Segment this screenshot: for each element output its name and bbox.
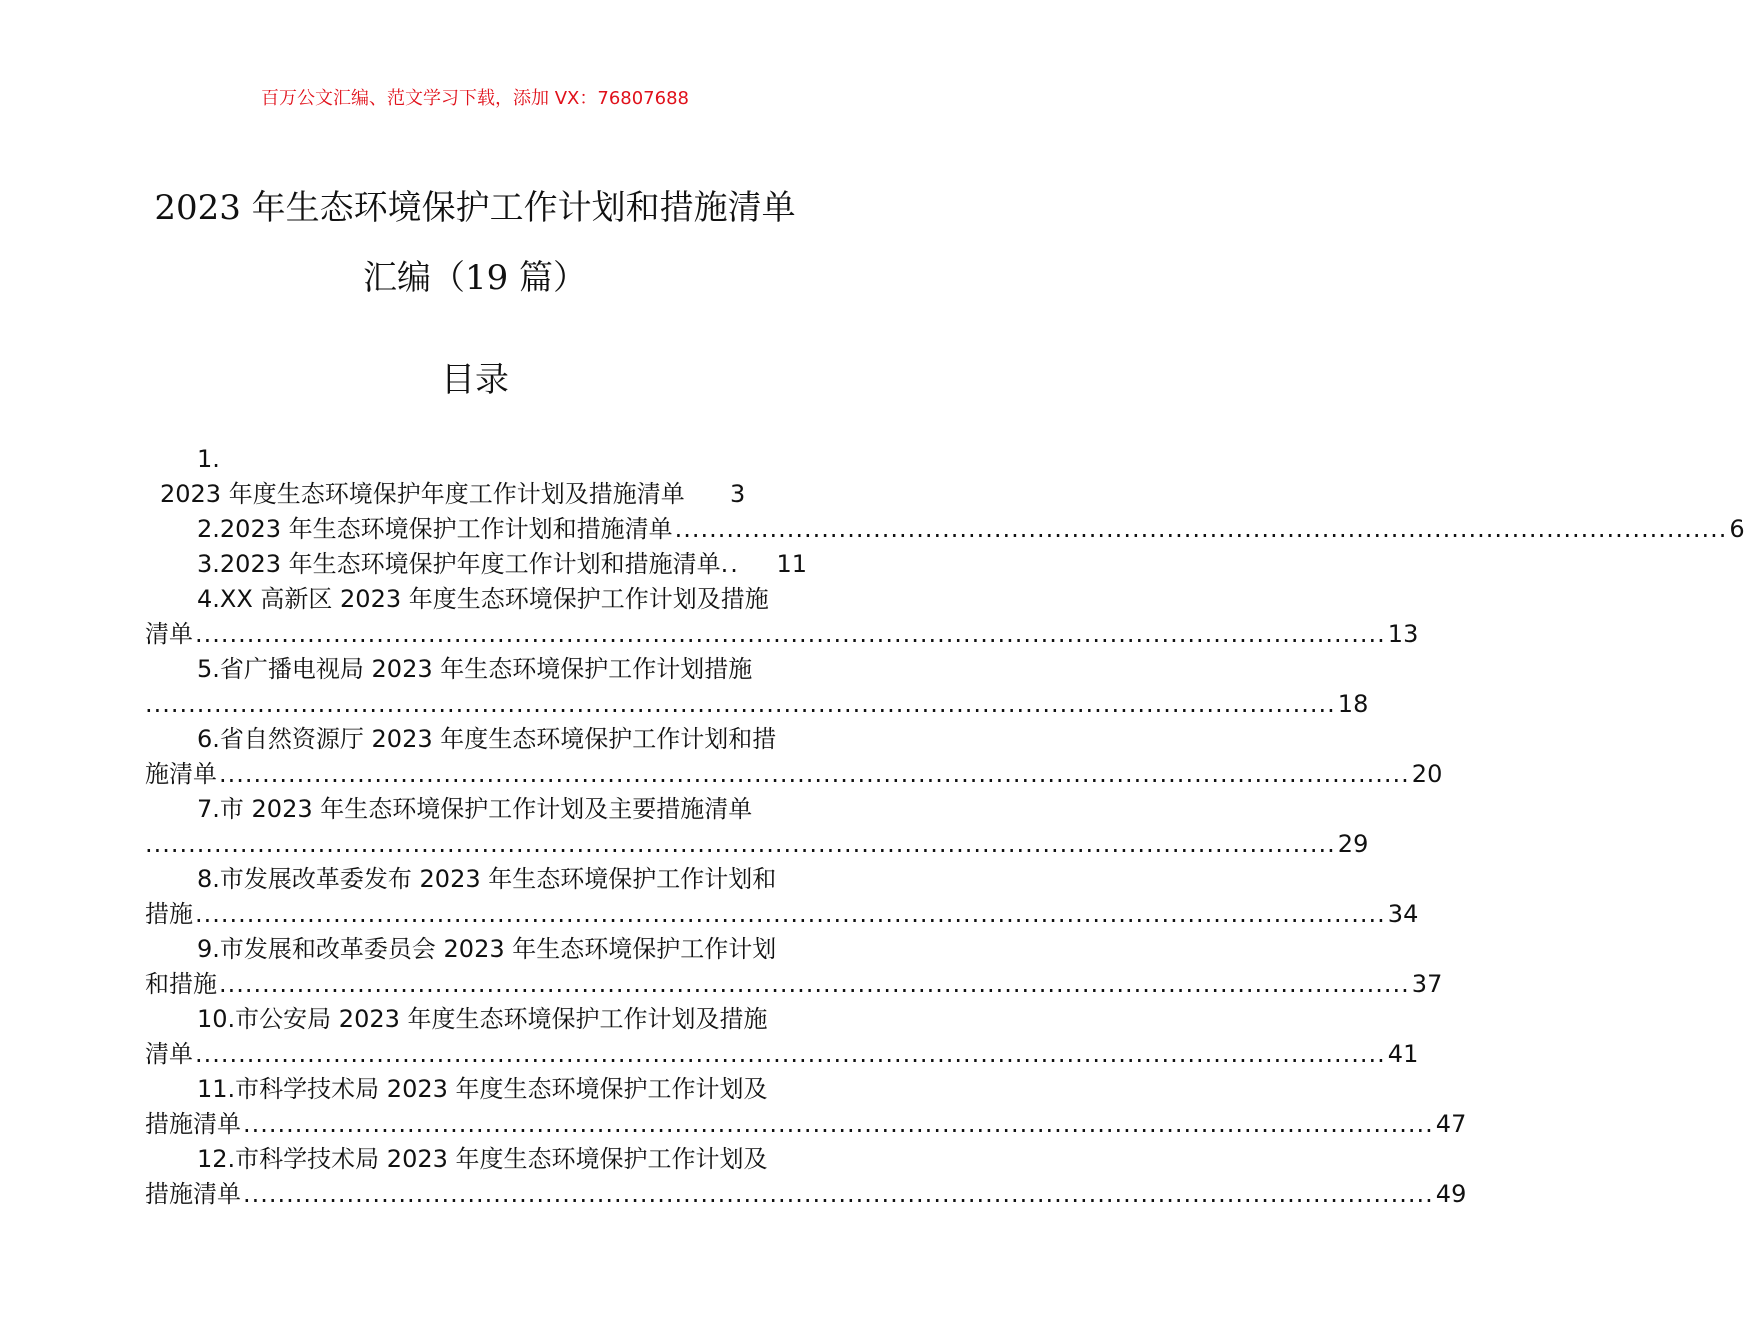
toc-entry-12-line2[interactable]	[145, 1177, 1467, 1212]
leader-dots: ..........................................................................................................................................	[219, 970, 1410, 998]
toc-entry-2-text: 2.2023 年生态环境保护工作计划和措施清单	[197, 515, 673, 543]
toc-entry-3-page: 11	[776, 550, 807, 578]
toc-entry-6-text: 施清单	[145, 760, 217, 788]
toc-entry-8-line2[interactable]	[145, 897, 1419, 932]
toc-entry-11-page: 47	[1435, 1110, 1467, 1138]
toc-entry-1-text: 2023 年度生态环境保护年度工作计划及措施清单	[160, 480, 685, 508]
leader-dots: ..........................................................................................................................................	[145, 830, 1336, 858]
leader-dots: ..........................................................................................................................................	[243, 1110, 1434, 1138]
toc-entry-12-page: 49	[1435, 1180, 1467, 1208]
toc-entry-12-line1[interactable]: 12.市科学技术局 2023 年度生态环境保护工作计划及	[197, 1145, 768, 1173]
document-title-line1: 2023 年生态环境保护工作计划和措施清单	[154, 188, 796, 228]
toc-entry-1-number: 1.	[197, 445, 220, 473]
leader-dots: ..........................................................................................................................................	[195, 1040, 1386, 1068]
toc-entry-8-line1[interactable]: 8.市发展改革委发布 2023 年生态环境保护工作计划和	[197, 865, 777, 893]
toc-entry-9-line2[interactable]	[145, 967, 1443, 1002]
toc-entry-10-line1[interactable]: 10.市公安局 2023 年度生态环境保护工作计划及措施	[197, 1005, 768, 1033]
document-title-line2: 汇编（19 篇）	[362, 258, 588, 298]
toc-entry-4-page: 13	[1387, 620, 1419, 648]
toc-entry-7-page: 29	[1337, 830, 1369, 858]
promo-banner: 百万公文汇编、范文学习下载，添加 VX：76807688	[261, 88, 689, 109]
toc-entry-8-page: 34	[1387, 900, 1419, 928]
toc-entry-11-line2[interactable]	[145, 1107, 1467, 1142]
toc-entry-11-line1[interactable]: 11.市科学技术局 2023 年度生态环境保护工作计划及	[197, 1075, 768, 1103]
leader-dots: .	[730, 550, 739, 578]
toc-entry-2-page: 6	[1729, 515, 1745, 543]
toc-entry-11-text: 措施清单	[145, 1110, 241, 1138]
leader-dots: ..........................................................................................................................	[674, 515, 1728, 543]
toc-entry-9-line1[interactable]: 9.市发展和改革委员会 2023 年生态环境保护工作计划	[197, 935, 777, 963]
toc-entry-3-text: 3.2023 年生态环境保护年度工作计划和措施清单.	[197, 550, 729, 578]
toc-entry-5-page: 18	[1337, 690, 1369, 718]
toc-entry-1[interactable]	[145, 477, 807, 512]
toc-entry-4-line1[interactable]: 4.XX 高新区 2023 年度生态环境保护工作计划及措施	[197, 585, 769, 613]
table-of-contents	[145, 442, 1745, 1212]
leader-dots: ..........................................................................................................................................	[195, 900, 1386, 928]
toc-entry-8-text: 措施	[145, 900, 193, 928]
toc-entry-9-page: 37	[1411, 970, 1443, 998]
toc-entry-10-text: 清单	[145, 1040, 193, 1068]
toc-entry-9-text: 和措施	[145, 970, 217, 998]
toc-entry-1-page: 3	[730, 480, 746, 508]
toc-entry-6-line1[interactable]: 6.省自然资源厅 2023 年度生态环境保护工作计划和措	[197, 725, 777, 753]
toc-entry-6-line2[interactable]	[145, 757, 1443, 792]
leader-dots: ..........................................................................................................................................	[195, 620, 1386, 648]
toc-entry-5-line2[interactable]	[145, 687, 1369, 722]
toc-entry-7-line1[interactable]: 7.市 2023 年生态环境保护工作计划及主要措施清单	[197, 795, 753, 823]
toc-entry-2[interactable]	[145, 512, 1745, 547]
toc-entry-4-line2[interactable]	[145, 617, 1419, 652]
toc-entry-4-text: 清单	[145, 620, 193, 648]
leader-dots: ..........................................................................................................................................	[145, 690, 1336, 718]
toc-entry-5-line1[interactable]: 5.省广播电视局 2023 年生态环境保护工作计划措施	[197, 655, 753, 683]
toc-entry-10-line2[interactable]	[145, 1037, 1419, 1072]
toc-entry-3[interactable]	[145, 547, 807, 582]
toc-entry-6-page: 20	[1411, 760, 1443, 788]
toc-entry-12-text: 措施清单	[145, 1180, 241, 1208]
toc-entry-10-page: 41	[1387, 1040, 1419, 1068]
toc-heading: 目录	[441, 360, 509, 400]
leader-dots: ..........................................................................................................................................	[219, 760, 1410, 788]
leader-dots: ..........................................................................................................................................	[243, 1180, 1434, 1208]
toc-entry-7-line2[interactable]	[145, 827, 1369, 862]
